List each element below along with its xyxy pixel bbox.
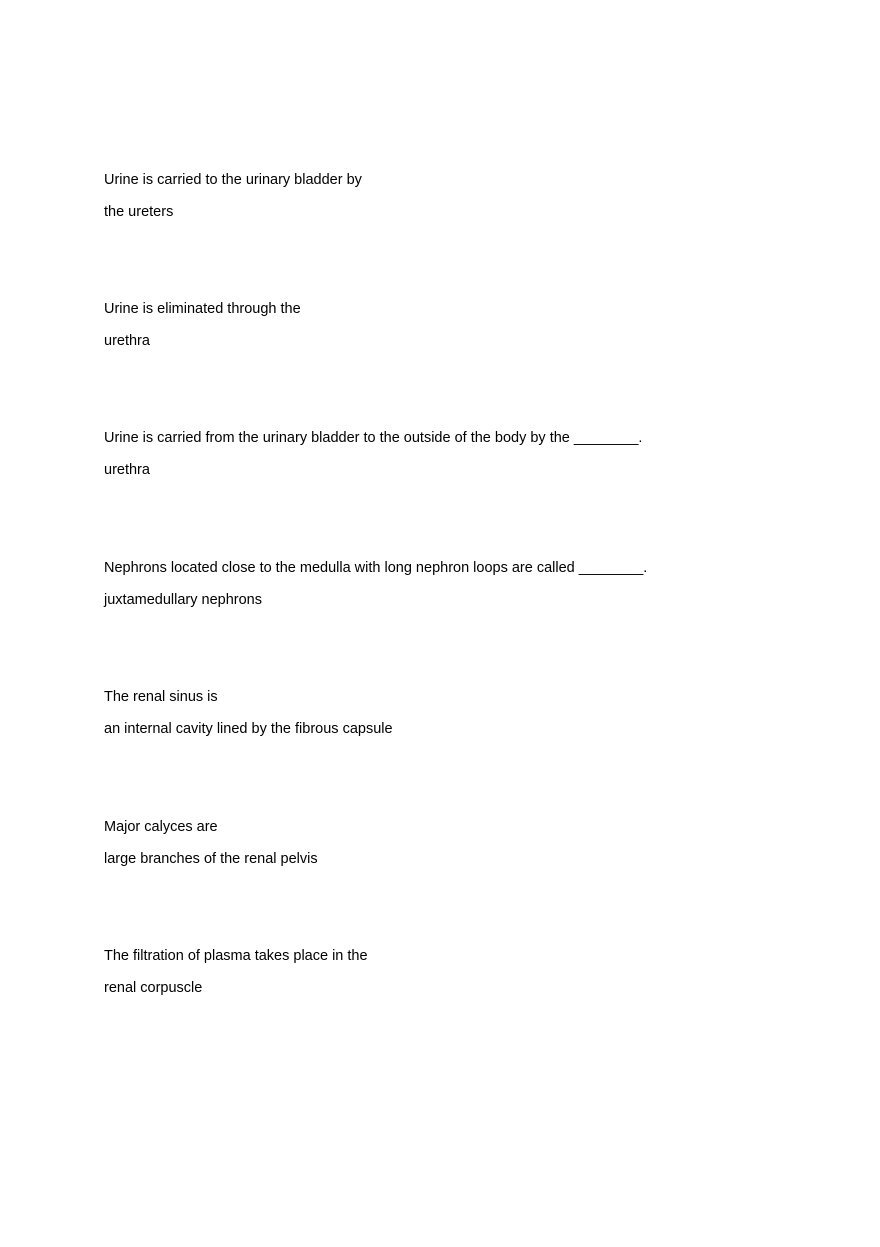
answer-text: urethra <box>104 461 150 478</box>
flashcard <box>104 819 318 867</box>
answer-text: large branches of the renal pelvis <box>104 850 318 867</box>
answer-text: an internal cavity lined by the fibrous capsule <box>104 720 393 737</box>
flashcard <box>104 301 301 349</box>
question-text: Urine is eliminated through the <box>104 301 301 317</box>
flashcard <box>104 172 362 220</box>
answer-text: the ureters <box>104 203 174 220</box>
flashcard <box>104 560 647 608</box>
answer-text: juxtamedullary nephrons <box>104 591 262 608</box>
question-text: Major calyces are <box>104 819 218 835</box>
flashcard <box>104 689 393 737</box>
question-text: The renal sinus is <box>104 689 218 705</box>
flashcard <box>104 430 642 478</box>
flashcard <box>104 948 368 996</box>
answer-text: renal corpuscle <box>104 979 203 996</box>
answer-text: urethra <box>104 332 150 349</box>
question-text: Urine is carried to the urinary bladder by <box>104 172 362 188</box>
question-text: Urine is carried from the urinary bladder to the outside of the body by the ________. <box>104 430 643 446</box>
question-text: Nephrons located close to the medulla with long nephron loops are called ________. <box>104 560 648 576</box>
question-text: The filtration of plasma takes place in the <box>104 948 368 964</box>
